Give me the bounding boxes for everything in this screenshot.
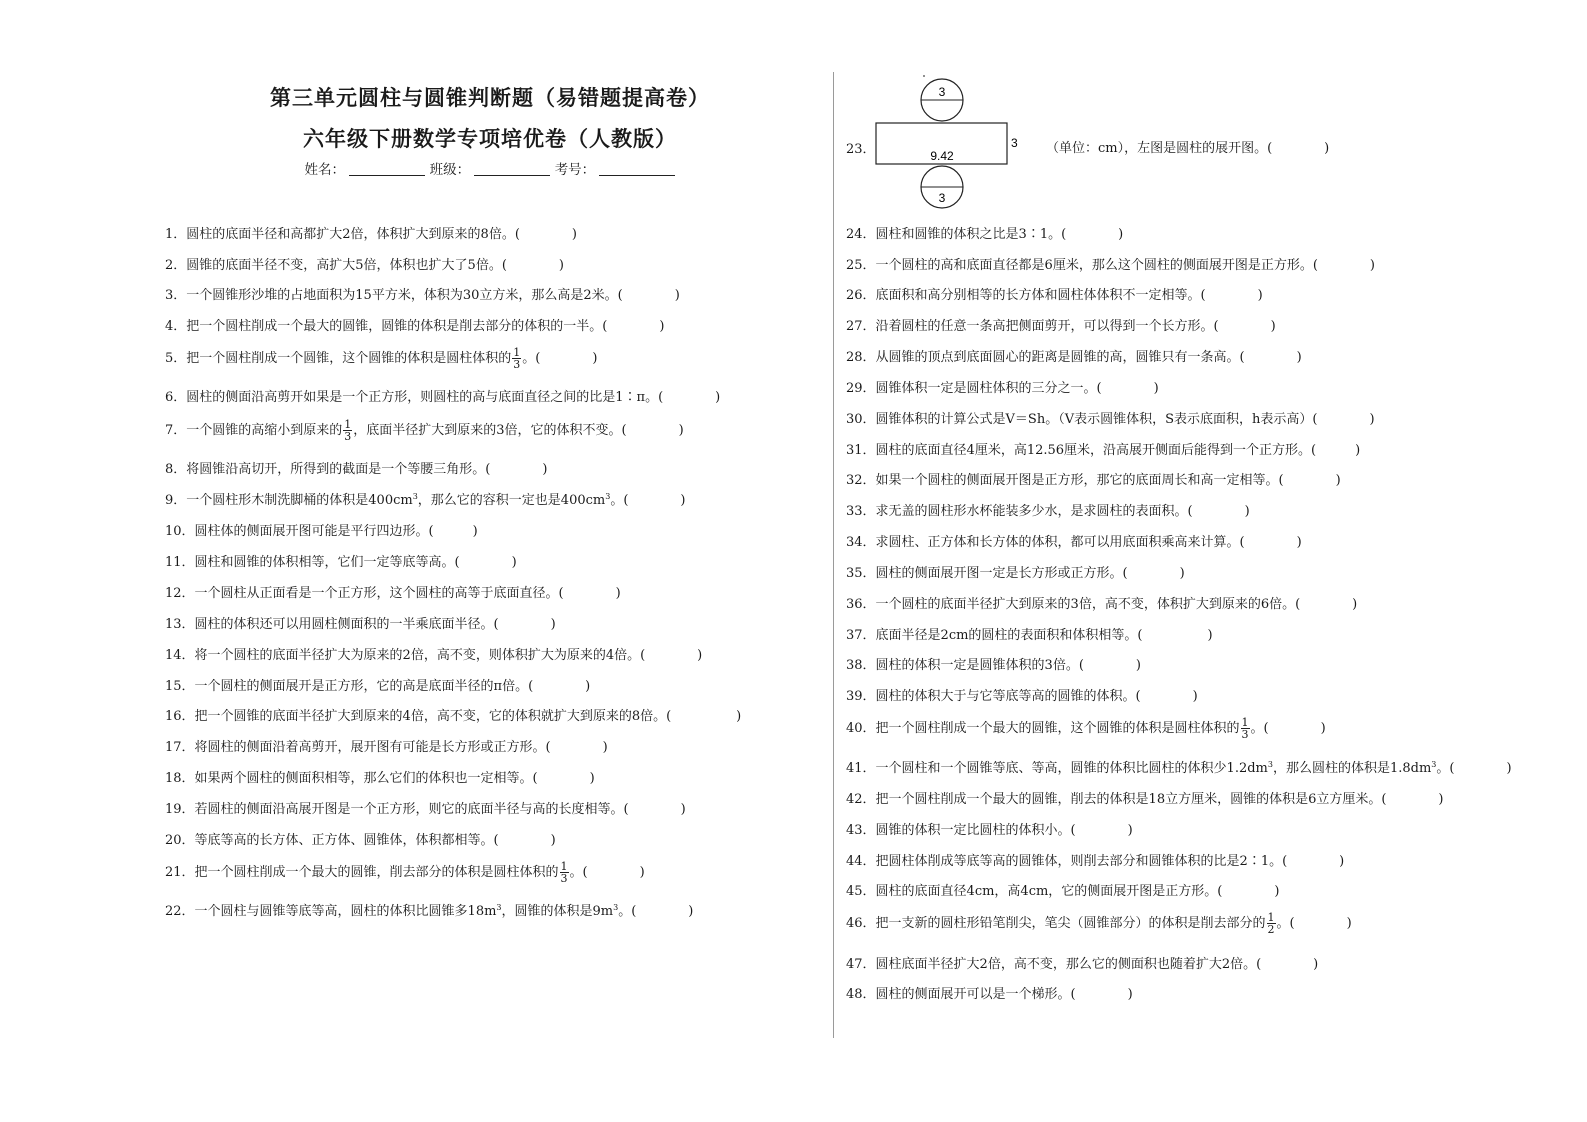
cylinder-net-diagram — [870, 75, 1030, 210]
question-18: 18．如果两个圆柱的侧面积相等，那么它们的体积也一定相等。( ) — [165, 771, 595, 786]
fraction-denominator: 3 — [1241, 728, 1249, 741]
question-17: 17．将圆柱的侧面沿着高剪开，展开图有可能是长方形或正方形。( ) — [165, 740, 608, 755]
question-41-mid: ，那么圆柱的体积是1.8dm — [1272, 761, 1432, 776]
question-41-tail: 。( ) — [1436, 761, 1512, 776]
name-label: 姓名： — [304, 162, 345, 178]
question-21-text: 21．把一个圆柱削成一个最大的圆锥，削去部分的体积是圆柱体积的 — [165, 865, 559, 880]
question-5-text: 5．把一个圆柱削成一个圆锥，这个圆锥的体积是圆柱体积的 — [165, 351, 512, 366]
question-12: 12．一个圆柱从正面看是一个正方形，这个圆柱的高等于底面直径。( ) — [165, 586, 621, 601]
column-divider — [833, 72, 834, 1038]
question-37: 37．底面半径是2cm的圆柱的表面积和体积相等。( ) — [846, 628, 1213, 643]
question-9-tail: 。( ) — [610, 493, 686, 508]
question-23-text: （单位：cm），左图是圆柱的展开图。( ) — [1046, 141, 1330, 156]
question-8: 8．将圆锥沿高切开，所得到的截面是一个等腰三角形。( ) — [165, 462, 548, 477]
question-22-text: 22．一个圆柱与圆锥等底等高，圆柱的体积比圆锥多18m — [165, 904, 497, 919]
question-5-tail: 。( ) — [522, 351, 598, 366]
question-33: 33．求无盖的圆柱形水杯能装多少水，是求圆柱的表面积。( ) — [846, 504, 1250, 519]
superscript: 3 — [1431, 760, 1437, 769]
question-30: 30．圆锥体积的计算公式是V＝Sh。（V表示圆锥体积，S表示底面积，h表示高）( ) — [846, 412, 1375, 427]
question-46-text: 46．把一支新的圆柱形铅笔削尖，笔尖（圆锥部分）的体积是削去部分的 — [846, 916, 1266, 931]
fraction-numerator: 1 — [1241, 716, 1249, 729]
question-29: 29．圆锥体积一定是圆柱体积的三分之一。( ) — [846, 381, 1159, 396]
superscript: 3 — [613, 903, 619, 912]
question-42: 42．把一个圆柱削成一个最大的圆锥，削去的体积是18立方厘米，圆锥的体积是6立方厘米。( ) — [846, 792, 1444, 807]
question-27: 27．沿着圆柱的任意一条高把侧面剪开，可以得到一个长方形。( ) — [846, 319, 1276, 334]
question-47: 47．圆柱底面半径扩大2倍，高不变，那么它的侧面积也随着扩大2倍。( ) — [846, 957, 1319, 972]
exam-number-blank[interactable] — [599, 161, 675, 176]
question-38: 38．圆柱的体积一定是圆锥体积的3倍。( ) — [846, 658, 1141, 673]
top-diameter-label: 3 — [938, 85, 946, 99]
question-24: 24．圆柱和圆锥的体积之比是3∶1。( ) — [846, 227, 1124, 242]
question-14: 14．将一个圆柱的底面半径扩大为原来的2倍，高不变，则体积扩大为原来的4倍。( ) — [165, 648, 703, 663]
question-7-text: 7．一个圆锥的高缩小到原来的 — [165, 423, 343, 438]
question-28: 28．从圆锥的顶点到底面圆心的距离是圆锥的高，圆锥只有一条高。( ) — [846, 350, 1302, 365]
fraction — [1241, 717, 1250, 740]
question-39: 39．圆柱的体积大于与它等底等高的圆锥的体积。( ) — [846, 689, 1198, 704]
rectangle-height-label: 3 — [1011, 136, 1018, 150]
fraction-denominator: 3 — [513, 358, 521, 371]
fraction-denominator: 3 — [560, 872, 568, 885]
question-13: 13．圆柱的体积还可以用圆柱侧面积的一半乘底面半径。( ) — [165, 617, 556, 632]
question-1: 1．圆柱的底面半径和高都扩大2倍，体积扩大到原来的8倍。( ) — [165, 227, 577, 242]
superscript: 3 — [496, 903, 502, 912]
fraction — [1267, 912, 1276, 935]
question-2: 2．圆锥的底面半径不变，高扩大5倍，体积也扩大了5倍。( ) — [165, 258, 564, 273]
question-35: 35．圆柱的侧面展开图一定是长方形或正方形。( ) — [846, 566, 1185, 581]
question-48: 48．圆柱的侧面展开可以是一个梯形。( ) — [846, 987, 1133, 1002]
question-32: 32．如果一个圆柱的侧面展开图是正方形，那它的底面周长和高一定相等。( ) — [846, 473, 1341, 488]
name-blank[interactable] — [349, 161, 425, 176]
worksheet-title: 第三单元圆柱与圆锥判断题（易错题提高卷） — [270, 85, 710, 110]
question-40-tail: 。( ) — [1250, 721, 1326, 736]
question-7-tail: ，底面半径扩大到原来的3倍，它的体积不变。( ) — [353, 423, 684, 438]
question-40-text: 40．把一个圆柱削成一个最大的圆锥，这个圆锥的体积是圆柱体积的 — [846, 721, 1240, 736]
fraction-numerator: 1 — [513, 346, 521, 359]
question-22-mid: ，圆锥的体积是9m — [501, 904, 614, 919]
fraction-numerator: 1 — [344, 418, 352, 431]
exam-number-label: 考号： — [554, 162, 596, 178]
question-5 — [165, 347, 597, 370]
fraction-numerator: 1 — [560, 860, 568, 873]
question-7 — [165, 419, 684, 442]
fraction-denominator: 3 — [344, 430, 352, 443]
question-25: 25．一个圆柱的高和底面直径都是6厘米，那么这个圆柱的侧面展开图是正方形。( ) — [846, 258, 1375, 273]
superscript: 3 — [1267, 760, 1273, 769]
fraction — [512, 347, 521, 370]
question-3: 3．一个圆锥形沙堆的占地面积为15平方米，体积为30立方米，那么高是2米。( ) — [165, 288, 680, 303]
question-44: 44．把圆柱体削成等底等高的圆锥体，则削去部分和圆锥体积的比是2∶1。( ) — [846, 854, 1345, 869]
worksheet-subtitle: 六年级下册数学专项培优卷（人教版） — [303, 126, 677, 151]
superscript: 3 — [412, 492, 418, 501]
question-45: 45．圆柱的底面直径4cm，高4cm，它的侧面展开图是正方形。( ) — [846, 884, 1280, 899]
question-10: 10．圆柱体的侧面展开图可能是平行四边形。( ) — [165, 524, 478, 539]
question-34: 34．求圆柱、正方体和长方体的体积，都可以用底面积乘高来计算。( ) — [846, 535, 1302, 550]
class-blank[interactable] — [474, 161, 550, 176]
class-label: 班级： — [429, 162, 471, 178]
question-43: 43．圆锥的体积一定比圆柱的体积小。( ) — [846, 823, 1133, 838]
question-22-tail: 。( ) — [618, 904, 694, 919]
question-9-mid: ，那么它的容积一定也是400cm — [417, 493, 606, 508]
fraction — [560, 861, 569, 884]
question-11: 11．圆柱和圆锥的体积相等，它们一定等底等高。( ) — [165, 555, 517, 570]
student-info-line — [160, 158, 820, 178]
question-21 — [165, 861, 645, 884]
question-9 — [165, 492, 685, 510]
question-26: 26．底面积和高分别相等的长方体和圆柱体体积不一定相等。( ) — [846, 288, 1263, 303]
question-23-number: 23． — [846, 142, 876, 157]
question-46-tail: 。( ) — [1276, 916, 1352, 931]
question-31: 31．圆柱的底面直径4厘米，高12.56厘米，沿高展开侧面后能得到一个正方形。( ) — [846, 443, 1361, 458]
question-22 — [165, 903, 693, 921]
question-16: 16．把一个圆锥的底面半径扩大到原来的4倍，高不变，它的体积就扩大到原来的8倍。( ) — [165, 709, 742, 724]
question-46 — [846, 912, 1352, 935]
question-41 — [846, 760, 1512, 778]
question-36: 36．一个圆柱的底面半径扩大到原来的3倍，高不变，体积扩大到原来的6倍。( ) — [846, 597, 1358, 612]
question-6: 6．圆柱的侧面沿高剪开如果是一个正方形，则圆柱的高与底面直径之间的比是1∶π。( ) — [165, 390, 721, 405]
fraction-numerator: 1 — [1267, 911, 1275, 924]
fraction — [343, 419, 352, 442]
question-9-text: 9．一个圆柱形木制洗脚桶的体积是400cm — [165, 493, 413, 508]
superscript: 3 — [605, 492, 611, 501]
question-21-tail: 。( ) — [569, 865, 645, 880]
rectangle-length-label: 9.42 — [930, 149, 954, 163]
fraction-denominator: 2 — [1267, 923, 1275, 936]
question-41-text: 41．一个圆柱和一个圆锥等底、等高，圆锥的体积比圆柱的体积少1.2dm — [846, 761, 1268, 776]
question-19: 19．若圆柱的侧面沿高展开图是一个正方形，则它的底面半径与高的长度相等。( ) — [165, 802, 686, 817]
question-15: 15．一个圆柱的侧面展开是正方形，它的高是底面半径的π倍。( ) — [165, 679, 591, 694]
bottom-diameter-label: 3 — [938, 191, 946, 205]
question-40 — [846, 717, 1326, 740]
question-20: 20．等底等高的长方体、正方体、圆锥体，体积都相等。( ) — [165, 833, 556, 848]
question-4: 4．把一个圆柱削成一个最大的圆锥，圆锥的体积是削去部分的体积的一半。( ) — [165, 319, 665, 334]
